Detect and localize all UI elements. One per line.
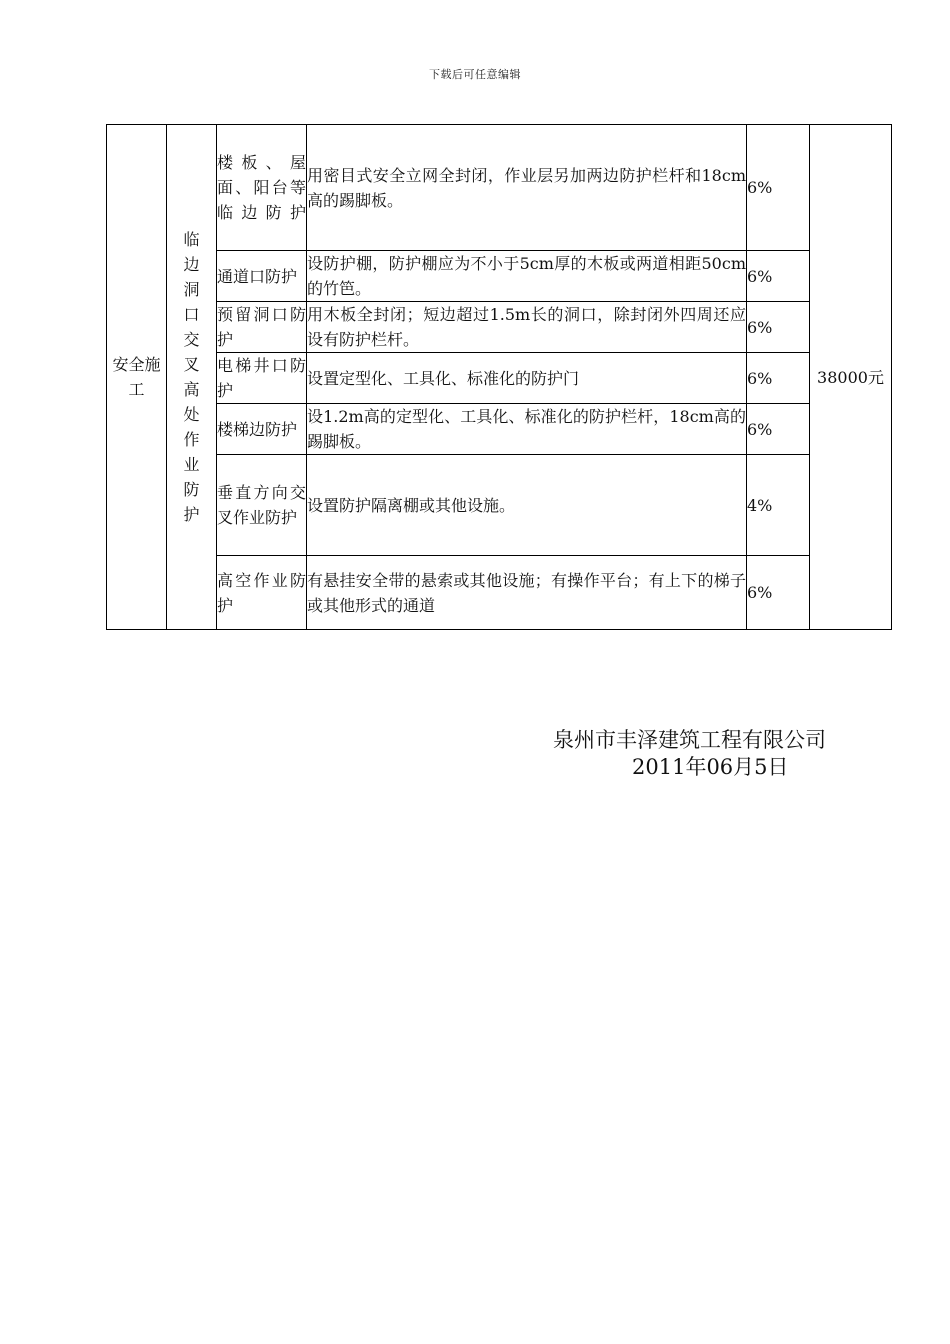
desc-cell: 设1.2m高的定型化、工具化、标准化的防护栏杆，18cm高的踢脚板。 (307, 404, 747, 455)
item-cell: 电梯井口防护 (217, 353, 307, 404)
item-cell: 通道口防护 (217, 251, 307, 302)
desc-cell: 设防护棚，防护棚应为不小于5cm厚的木板或两道相距50cm的竹笆。 (307, 251, 747, 302)
desc-cell: 有悬挂安全带的悬索或其他设施；有操作平台；有上下的梯子或其他形式的通道 (307, 556, 747, 630)
subcategory-label: 临边洞口交叉高处作业防护 (183, 230, 200, 524)
signature-date: 2011年06月5日 (632, 755, 789, 779)
table-row (107, 251, 892, 302)
subcategory-cell (167, 125, 217, 630)
percent-cell: 6% (747, 125, 810, 251)
table-row (107, 404, 892, 455)
signature-block (553, 727, 843, 781)
desc-cell: 设置防护隔离棚或其他设施。 (307, 455, 747, 556)
safety-cost-table (106, 124, 892, 630)
category-label: 安全施工 (112, 355, 161, 399)
table-row (107, 353, 892, 404)
percent-cell: 6% (747, 251, 810, 302)
percent-cell: 6% (747, 556, 810, 630)
percent-cell: 6% (747, 404, 810, 455)
item-cell: 高空作业防护 (217, 556, 307, 630)
total-cell: 38000元 (810, 125, 892, 630)
category-cell (107, 125, 167, 630)
percent-cell: 6% (747, 302, 810, 353)
table-row (107, 302, 892, 353)
item-cell: 楼梯边防护 (217, 404, 307, 455)
desc-cell: 设置定型化、工具化、标准化的防护门 (307, 353, 747, 404)
item-cell: 预留洞口防护 (217, 302, 307, 353)
table-row (107, 125, 892, 251)
percent-cell: 4% (747, 455, 810, 556)
item-cell: 楼板、屋面、阳台等临边防护 (217, 125, 307, 251)
percent-cell: 6% (747, 353, 810, 404)
table-row (107, 556, 892, 630)
table-row (107, 455, 892, 556)
desc-cell: 用木板全封闭；短边超过1.5m长的洞口，除封闭外四周还应设有防护栏杆。 (307, 302, 747, 353)
company-name: 泉州市丰泽建筑工程有限公司 (553, 728, 826, 752)
page-header-note: 下载后可任意编辑 (429, 68, 521, 81)
item-cell: 垂直方向交叉作业防护 (217, 455, 307, 556)
desc-cell: 用密目式安全立网全封闭，作业层另加两边防护栏杆和18cm高的踢脚板。 (307, 125, 747, 251)
